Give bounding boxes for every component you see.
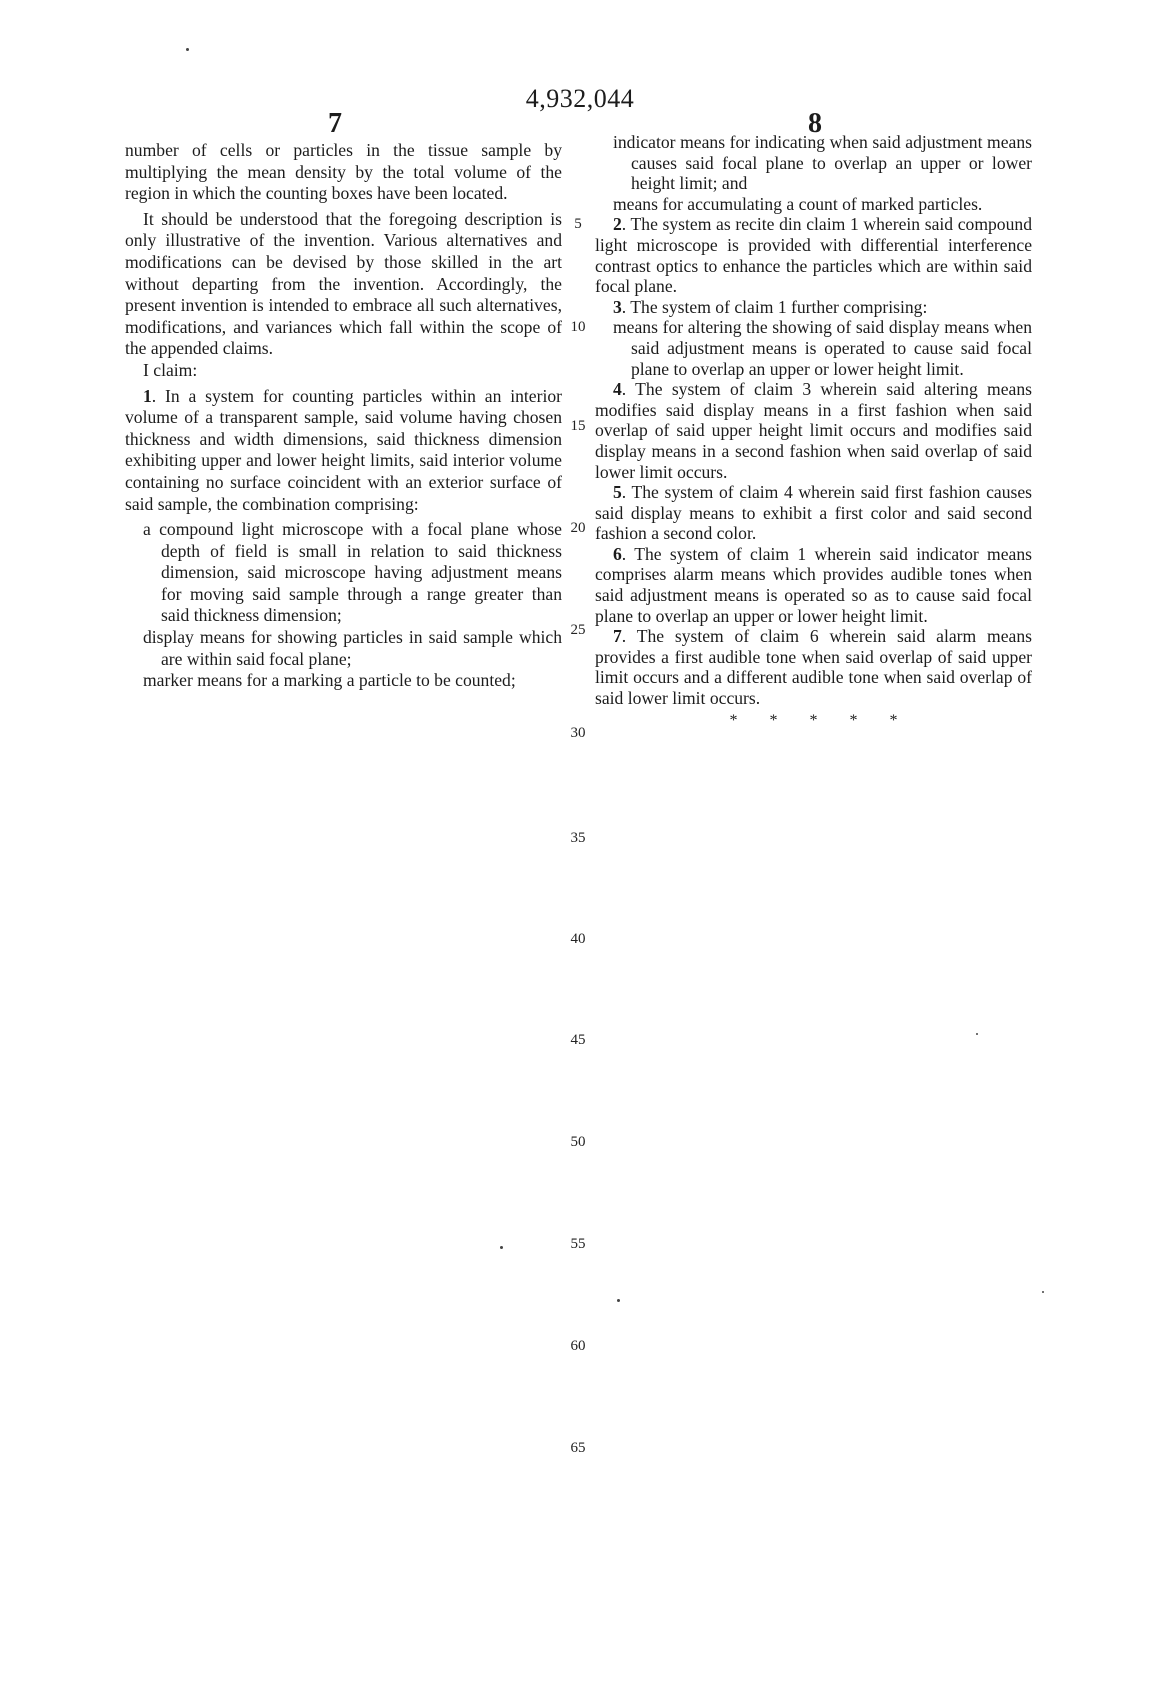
claim-5 xyxy=(595,482,1032,544)
claim-text: . In a system for counting particles within an interior volume of a transparent sample, said volume having chosen thickness and width dimensions, said thickness dimension exhibiting upper and lower height limits, said interior volume containing no surface coincident with an exterior surface of said sample, the combination comprising: xyxy=(125,385,562,514)
left-column xyxy=(125,140,562,692)
line-number: 50 xyxy=(570,1134,586,1150)
scan-speck xyxy=(976,1033,978,1035)
claim-6 xyxy=(595,544,1032,626)
line-number: 55 xyxy=(570,1236,586,1252)
scan-speck xyxy=(1042,1291,1044,1293)
claim-2 xyxy=(595,214,1032,296)
claim-number: 4 xyxy=(613,379,622,400)
line-number: 15 xyxy=(570,418,586,434)
end-marks: * * * * * xyxy=(729,711,912,729)
claim-element: display means for showing particles in said sample which are within said focal plane; xyxy=(143,627,562,669)
claim-text: . The system of claim 6 wherein said alarm means provides a first audible tone when said overlap of said upper limit occurs and a different audible tone when said overlap of said lower limit occurs. xyxy=(595,626,1032,709)
claim-element: marker means for a marking a particle to be counted; xyxy=(143,670,516,691)
claim-number: 6 xyxy=(613,543,622,564)
line-number: 45 xyxy=(570,1032,586,1048)
claim-number: 5 xyxy=(613,482,622,503)
right-column-number: 8 xyxy=(808,108,822,139)
claim-text: . The system of claim 3 wherein said altering means modifies said display means in a first fashion when said overlap of said upper height limit occurs and modifies said display means in a second fashion when said overlap of said lower limit occurs. xyxy=(595,379,1032,482)
scan-speck xyxy=(500,1246,503,1249)
patent-number: 4,932,044 xyxy=(525,84,635,113)
claim-number: 1 xyxy=(143,385,152,406)
claim-element: means for accumulating a count of marked particles. xyxy=(613,193,983,214)
claim-4 xyxy=(595,379,1032,482)
left-column-number: 7 xyxy=(328,108,342,139)
line-number: 30 xyxy=(570,725,586,741)
i-claim-heading: I claim: xyxy=(143,359,198,380)
scan-speck xyxy=(186,48,189,51)
claim-element: a compound light microscope with a focal plane whose depth of field is small in relation to said thickness dimension, said microscope having adjustment means for moving said sample through a range greater than said thickness dimension; xyxy=(143,519,562,626)
claim-number: 2 xyxy=(613,214,622,235)
claim-1 xyxy=(125,386,562,516)
line-number: 5 xyxy=(574,216,582,232)
claim-element: means for altering the showing of said display means when said adjustment means is operated to cause said focal plane to overlap an upper or lower height limit. xyxy=(613,317,1032,379)
scan-speck xyxy=(617,1299,620,1302)
claim-number: 3 xyxy=(613,296,622,317)
paragraph: number of cells or particles in the tissue sample by multiplying the mean density by the total volume of the region in which the counting boxes have been located. xyxy=(125,140,562,204)
line-number: 10 xyxy=(570,319,586,335)
paragraph: It should be understood that the foregoing description is only illustrative of the invention. Various alternatives and modifications can be devised by those skilled in the art without departing from the invention. Accordingly, the present invention is intended to embrace all such alternatives, modifications, and variances which fall within the scope of the appended claims. xyxy=(125,208,562,359)
right-column xyxy=(595,132,1032,731)
claim-7 xyxy=(595,626,1032,708)
line-number: 35 xyxy=(570,830,586,846)
claim-3 xyxy=(595,297,1032,318)
claim-element: indicator means for indicating when said adjustment means causes said focal plane to overlap an upper or lower height limit; and xyxy=(613,132,1032,194)
line-number: 65 xyxy=(570,1440,586,1456)
claim-text: . The system of claim 1 further comprising: xyxy=(621,296,928,317)
line-number: 20 xyxy=(570,520,586,536)
line-number: 40 xyxy=(570,931,586,947)
claim-number: 7 xyxy=(613,626,622,647)
line-number: 25 xyxy=(570,622,586,638)
claim-text: . The system as recite din claim 1 wherein said compound light microscope is provided with differential interference contrast optics to enhance the particles which are within said focal plane. xyxy=(595,214,1032,297)
claim-text: . The system of claim 4 wherein said first fashion causes said display means to exhibit a first color and said second fashion a second color. xyxy=(595,482,1032,544)
claim-text: . The system of claim 1 wherein said indicator means comprises alarm means which provides audible tones when said adjustment means is operated so as to cause said focal plane to overlap an upper or lower height limit. xyxy=(595,543,1032,626)
line-number: 60 xyxy=(570,1338,586,1354)
